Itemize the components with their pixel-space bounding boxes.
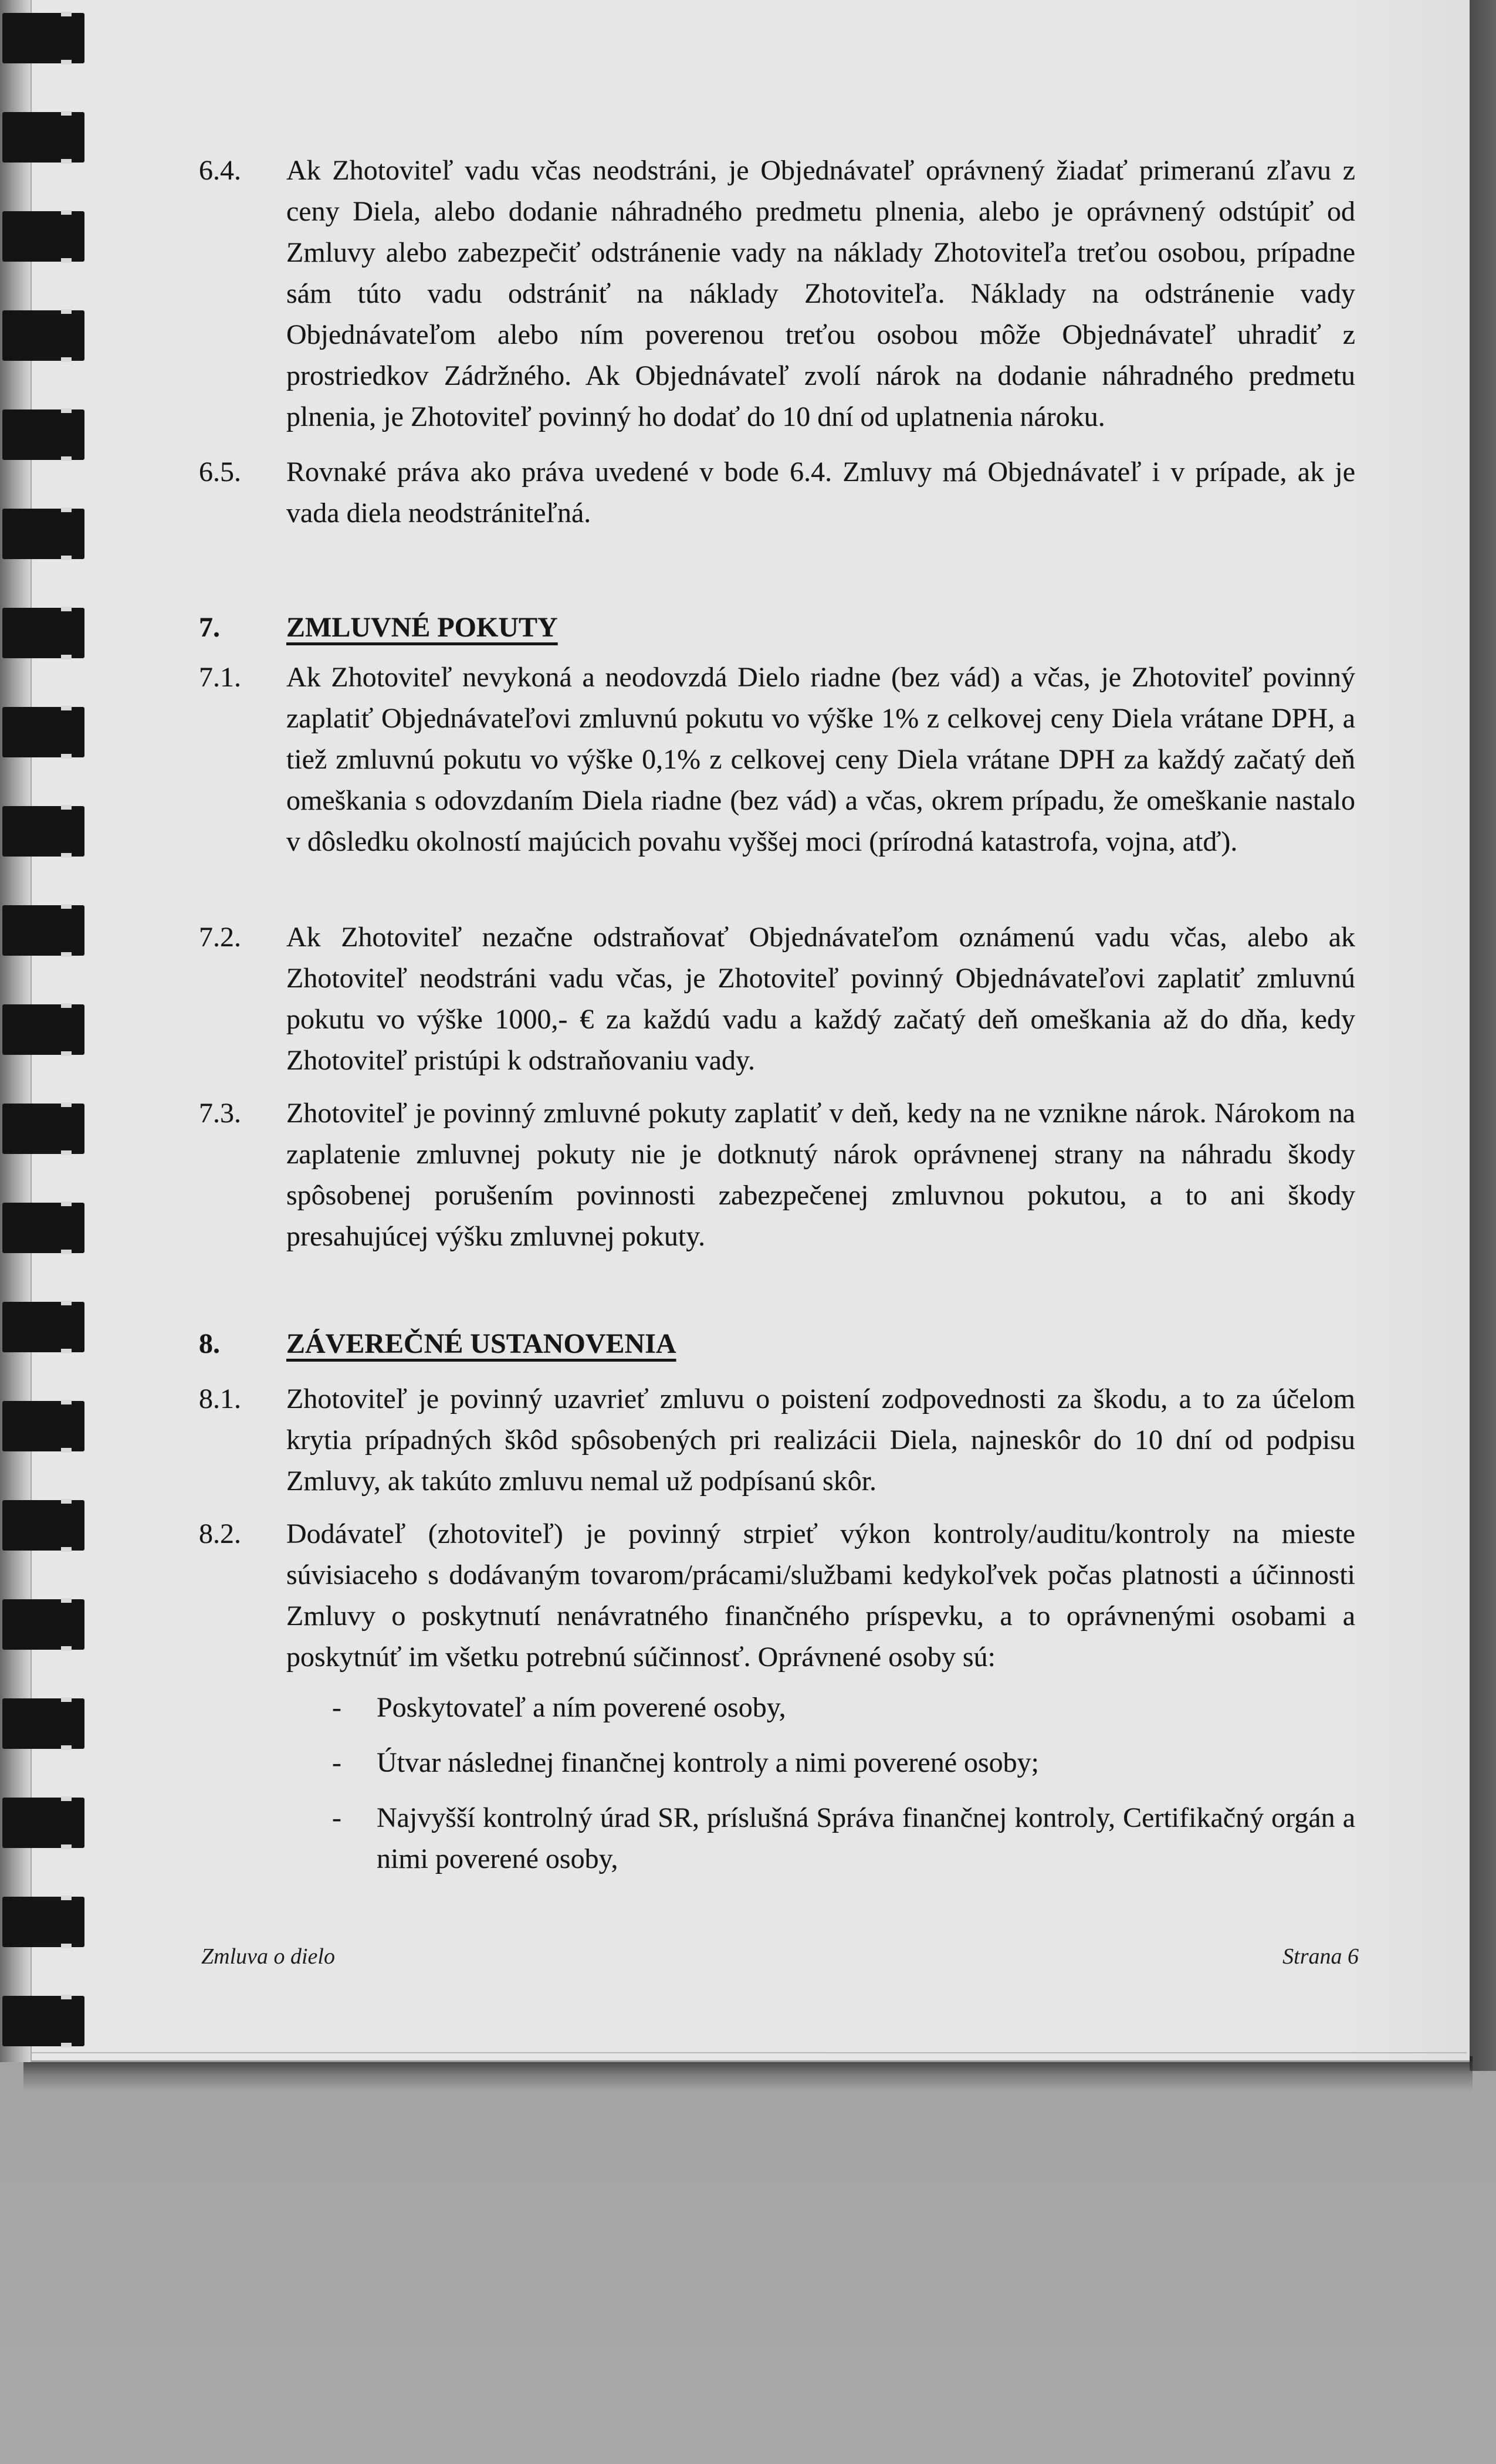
binding-hole [61,159,72,164]
binding-ring [2,1004,84,1055]
binding-hole [61,1944,72,1948]
clause-number-8-2: 8.2. [199,1518,241,1549]
binding-ring [2,806,84,857]
binding-hole [61,706,72,710]
clause-number-8-1: 8.1. [199,1383,241,1414]
binding-ring [2,509,84,559]
clause-text-6-4: Ak Zhotoviteľ vadu včas neodstráni, je Objednávateľ oprávnený žiadať primeranú zľavu z ceny Diela, alebo dodanie náhradného predmetu plnenia, alebo je oprávnený odstúpiť od Zmluvy alebo zabezpečiť odstránenie vady na náklady Zhotoviteľa treťou osobou, prípadne sám túto vadu odstrániť na náklady Zhotoviteľa. Náklady na odstránenie vady Objednávateľom alebo ním poverenou treťou osobou môže Objednávateľ uhradiť z prostriedkov Zádržného. Ak Objednávateľ zvolí nárok na dodanie náhradného predmetu plnenia, je Zhotoviteľ povinný ho dodať do 10 dní od uplatnenia nároku. [286,155,1355,432]
clause-text-7-1: Ak Zhotoviteľ nevykoná a neodovzdá Dielo riadne (bez vád) a včas, je Zhotoviteľ povinný zaplatiť Objednávateľovi zmluvnú pokutu vo výške 1% z celkovej ceny Diela vrátane DPH, a tiež zmluvnú pokutu vo výške 0,1% z celkovej ceny Diela vrátane DPH za každý začatý deň omeškania s odovzdaním Diela riadne (bez vád) a včas, okrem prípadu, že omeškanie nastalo v dôsledku okolností majúcich povahu vyššej moci (prírodná katastrofa, vojna, atď). [286,662,1355,857]
binding-hole [61,1250,72,1254]
binding-hole [61,1150,72,1155]
binding-ring [2,211,84,262]
binding-ring [2,13,84,63]
binding-ring [2,1798,84,1848]
binding-ring [2,1104,84,1154]
binding-hole [61,754,72,759]
clause-number-7-2: 7.2. [199,922,241,953]
binding-hole [61,507,72,512]
binding-hole [61,210,72,215]
binding-hole [61,556,72,560]
binding-hole [61,357,72,362]
clause-number-6-4: 6.4. [199,155,241,186]
binding-hole [61,1697,72,1702]
binding-hole [61,60,72,65]
binding-ring [2,905,84,956]
binding-hole [61,408,72,413]
binding-hole [61,1598,72,1603]
binding-hole [61,1646,72,1651]
binding-ring [2,707,84,757]
footer-page-number: Strana 6 [1282,1944,1359,1969]
binding-hole [61,1745,72,1750]
binding-ring [2,1698,84,1749]
binding-hole [61,1003,72,1008]
bullet-item-utvar-kontroly: Útvar následnej finančnej kontroly a nimi poverené osoby; [377,1747,1040,1778]
binding-hole [61,1301,72,1305]
binding-hole [61,1448,72,1453]
page-bottom-edge [0,2052,1467,2053]
binding-hole [61,952,72,957]
binding-hole [61,1499,72,1504]
clause-text-7-2: Ak Zhotoviteľ nezačne odstraňovať Objednávateľom oznámenú vadu včas, alebo ak Zhotoviteľ neodstráni vadu včas, je Zhotoviteľ povinný Objednávateľovi zaplatiť zmluvnú pokutu vo výške 1000,- € za každú vadu a každý začatý deň omeškania až do dňa, kedy Zhotoviteľ pristúpi k odstraňovaniu vady. [286,922,1355,1076]
binding-hole [61,1547,72,1552]
bullet-dash: - [332,1747,341,1778]
clause-text-8-2: Dodávateľ (zhotoviteľ) je povinný strpieť výkon kontroly/auditu/kontroly na mieste súvisiaceho s dodávaným tovarom/prácami/službami kedykoľvek počas platnosti a účinnosti Zmluvy o poskytnutí nenávratného finančného príspevku, a to oprávnenými osobami a poskytnúť im všetku potrebnú súčinnosť. Oprávnené osoby sú: [286,1518,1355,1673]
binding-hole [61,1796,72,1801]
binding-hole [61,1201,72,1206]
section-heading-zaverecne-ustanovenia: ZÁVEREČNÉ USTANOVENIA [286,1328,676,1359]
section-heading-zmluvne-pokuty: ZMLUVNÉ POKUTY [286,612,558,643]
binding-ring [2,1599,84,1650]
binding-hole [61,1400,72,1404]
binding-hole [61,111,72,116]
binding-hole [61,456,72,461]
clause-number-6-5: 6.5. [199,456,241,488]
binding-hole [61,2043,72,2047]
clause-number-7-1: 7.1. [199,662,241,693]
scanner-background-right [1470,0,1496,2071]
binding-hole [61,607,72,611]
binding-hole [61,1844,72,1849]
footer-document-title: Zmluva o dielo [201,1944,335,1969]
binding-hole [61,853,72,858]
binding-ring [2,1203,84,1253]
binding-hole [61,12,72,16]
binding-hole [61,655,72,659]
binding-hole [61,258,72,263]
binding-ring [2,1996,84,2046]
clause-number-7-3: 7.3. [199,1098,241,1129]
binding-hole [61,805,72,810]
binding-ring [2,1401,84,1451]
binding-ring [2,608,84,658]
binding-hole [61,1896,72,1900]
binding-hole [61,309,72,314]
clause-text-6-5: Rovnaké práva ako práva uvedené v bode 6.4. Zmluvy má Objednávateľ i v prípade, ak je vada diela neodstrániteľná. [286,456,1355,529]
binding-hole [61,1102,72,1107]
binding-ring [2,112,84,163]
clause-text-8-1: Zhotoviteľ je povinný uzavrieť zmluvu o poistení zodpovednosti za škodu, a to za účelom krytia prípadných škôd spôsobených pri realizácii Diela, najneskôr do 10 dní od podpisu Zmluvy, ak takúto zmluvu nemal už podpísanú skôr. [286,1383,1355,1497]
binding-ring [2,1302,84,1352]
clause-text-7-3: Zhotoviteľ je povinný zmluvné pokuty zaplatiť v deň, kedy na ne vznikne nárok. Nárokom na zaplatenie zmluvnej pokuty nie je dotknutý nárok oprávnenej strany na náhradu škody spôsobenej porušením povinnosti zabezpečenej zmluvnou pokutou, a to ani škody presahujúcej výšku zmluvnej pokuty. [286,1098,1355,1252]
bullet-dash: - [332,1692,341,1723]
binding-hole [61,1349,72,1353]
section-number-7: 7. [199,612,220,643]
bullet-dash: - [332,1802,341,1833]
binding-hole [61,1995,72,1999]
binding-ring [2,1897,84,1947]
bullet-item-najvyssi-kontrolny-urad: Najvyšší kontrolný úrad SR, príslušná Správa finančnej kontroly, Certifikačný orgán a nimi poverené osoby, [377,1802,1355,1874]
binding-ring [2,310,84,361]
binding-ring [2,1500,84,1551]
binding-ring [2,409,84,460]
binding-hole [61,904,72,909]
binding-hole [61,1051,72,1056]
section-number-8: 8. [199,1328,220,1359]
bullet-item-poskytovatel: Poskytovateľ a ním poverené osoby, [377,1692,786,1723]
